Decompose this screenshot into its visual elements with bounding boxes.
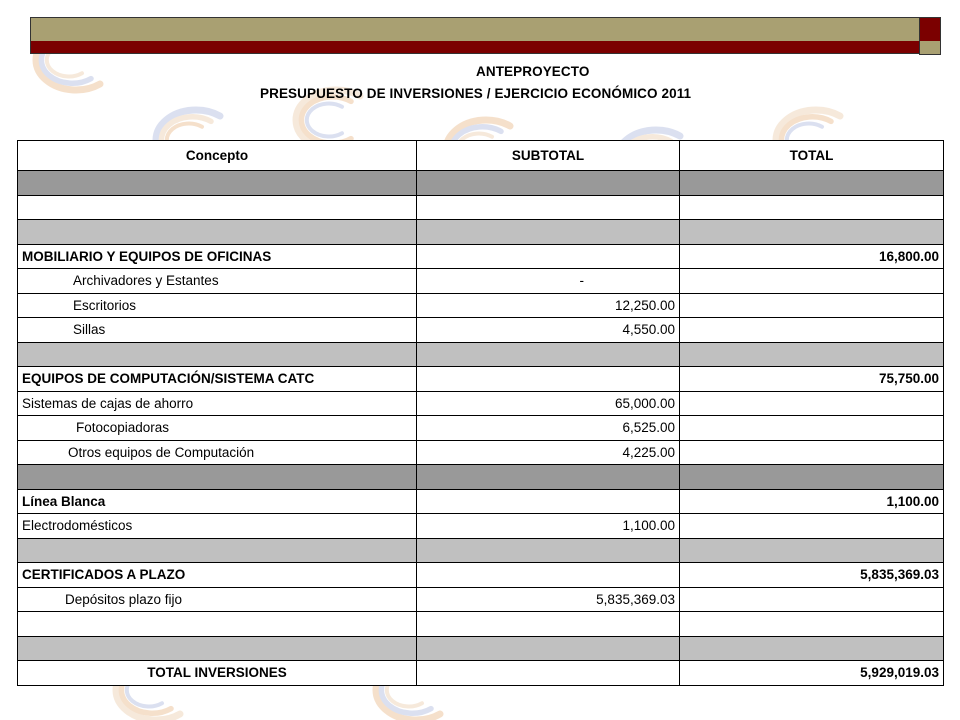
maroon-square <box>919 17 941 43</box>
subtotal-cell <box>417 661 680 686</box>
concept-cell: Línea Blanca <box>18 489 417 514</box>
table-row <box>18 293 944 318</box>
concept-cell: Escritorios <box>18 293 417 318</box>
watermark-swoosh <box>307 103 342 136</box>
concept-cell: Archivadores y Estantes <box>18 269 417 294</box>
total-cell: 5,835,369.03 <box>680 563 944 588</box>
subtotal-cell: - <box>417 269 680 294</box>
total-cell <box>680 342 944 367</box>
table-row <box>18 440 944 465</box>
total-cell: 16,800.00 <box>680 244 944 269</box>
concept-cell <box>18 465 417 490</box>
total-cell <box>680 636 944 661</box>
concept-cell: MOBILIARIO Y EQUIPOS DE OFICINAS <box>18 244 417 269</box>
concept-cell: Sistemas de cajas de ahorro <box>18 391 417 416</box>
spacer-row <box>18 465 944 490</box>
concept-cell: EQUIPOS DE COMPUTACIÓN/SISTEMA CATC <box>18 367 417 392</box>
spacer-row <box>18 636 944 661</box>
subtotal-cell: 5,835,369.03 <box>417 587 680 612</box>
table-row <box>18 318 944 343</box>
total-cell: 1,100.00 <box>680 489 944 514</box>
spacer-row <box>18 342 944 367</box>
total-cell: 5,929,019.03 <box>680 661 944 686</box>
page-subtitle: PRESUPUESTO DE INVERSIONES / EJERCICIO ECONÓMICO 2011 <box>260 86 692 101</box>
total-cell <box>680 587 944 612</box>
subtotal-cell <box>417 220 680 245</box>
category-row <box>18 244 944 269</box>
total-cell <box>680 318 944 343</box>
concept-cell <box>18 195 417 220</box>
total-row <box>18 661 944 686</box>
concept-cell <box>18 612 417 637</box>
table-header-row <box>18 141 944 171</box>
spacer-row <box>18 195 944 220</box>
column-header-total: TOTAL <box>680 141 944 171</box>
concept-cell: Otros equipos de Computación <box>18 440 417 465</box>
concept-cell <box>18 342 417 367</box>
concept-cell: Sillas <box>18 318 417 343</box>
total-cell <box>680 220 944 245</box>
category-row <box>18 489 944 514</box>
subtotal-cell <box>417 465 680 490</box>
column-header-subtotal: SUBTOTAL <box>417 141 680 171</box>
spacer-row <box>18 538 944 563</box>
total-cell <box>680 440 944 465</box>
table-row <box>18 391 944 416</box>
concept-cell <box>18 171 417 196</box>
olive-square <box>919 41 941 55</box>
subtotal-cell <box>417 612 680 637</box>
page-title: ANTEPROYECTO <box>476 64 590 79</box>
olive-band <box>30 17 920 43</box>
spacer-row <box>18 220 944 245</box>
concept-cell <box>18 538 417 563</box>
total-cell <box>680 269 944 294</box>
concept-cell: CERTIFICADOS A PLAZO <box>18 563 417 588</box>
spacer-row <box>18 612 944 637</box>
subtotal-cell: 6,525.00 <box>417 416 680 441</box>
header-decoration-bar <box>30 17 940 55</box>
maroon-band <box>30 41 920 54</box>
total-cell <box>680 391 944 416</box>
total-cell: 75,750.00 <box>680 367 944 392</box>
spacer-row <box>18 171 944 196</box>
subtotal-cell <box>417 538 680 563</box>
subtotal-cell <box>417 244 680 269</box>
subtotal-cell <box>417 489 680 514</box>
total-cell <box>680 538 944 563</box>
concept-cell: Fotocopiadoras <box>18 416 417 441</box>
total-cell <box>680 171 944 196</box>
subtotal-cell <box>417 636 680 661</box>
total-cell <box>680 465 944 490</box>
subtotal-cell <box>417 563 680 588</box>
subtotal-cell <box>417 342 680 367</box>
category-row <box>18 563 944 588</box>
subtotal-cell: 65,000.00 <box>417 391 680 416</box>
table-row <box>18 269 944 294</box>
concept-cell: Electrodomésticos <box>18 514 417 539</box>
total-cell <box>680 195 944 220</box>
subtotal-cell <box>417 171 680 196</box>
subtotal-cell <box>417 367 680 392</box>
total-cell <box>680 514 944 539</box>
concept-cell: TOTAL INVERSIONES <box>18 661 417 686</box>
subtotal-cell <box>417 195 680 220</box>
table-row <box>18 416 944 441</box>
subtotal-cell: 12,250.00 <box>417 293 680 318</box>
concept-cell: Depósitos plazo fijo <box>18 587 417 612</box>
watermark-swoosh <box>301 97 351 144</box>
subtotal-cell: 4,225.00 <box>417 440 680 465</box>
total-cell <box>680 416 944 441</box>
investment-budget-table <box>17 140 944 686</box>
subtotal-cell: 1,100.00 <box>417 514 680 539</box>
concept-cell <box>18 636 417 661</box>
total-cell <box>680 293 944 318</box>
column-header-concepto: Concepto <box>18 141 417 171</box>
table-row <box>18 587 944 612</box>
subtotal-cell: 4,550.00 <box>417 318 680 343</box>
category-row <box>18 367 944 392</box>
total-cell <box>680 612 944 637</box>
concept-cell <box>18 220 417 245</box>
table-row <box>18 514 944 539</box>
